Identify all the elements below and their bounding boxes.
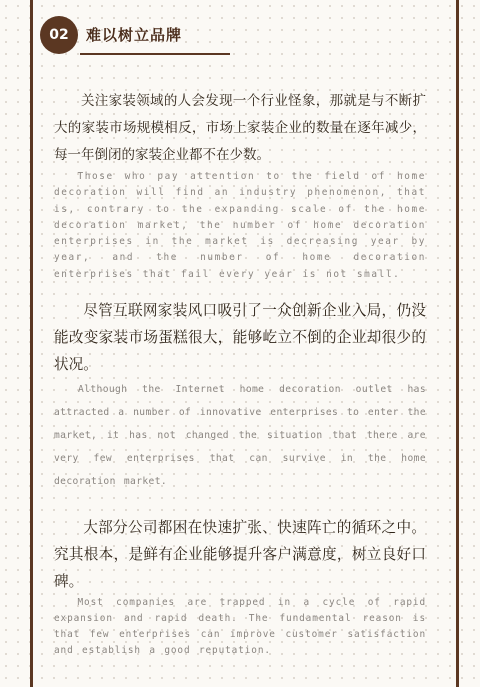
left-border-line: [30, 0, 33, 687]
english-paragraph-2: Although the Internet home decoration outlet has attracted a number of innovative enterprises to enter the market, it has not changed the situation that there are very few enterprises that can survive in the home decoration market.: [54, 384, 426, 487]
chinese-paragraph-3: 大部分公司都困在快速扩张、快速阵亡的循环之中。究其根本，是鲜有企业能够提升客户满意度，树立良好口碑。: [54, 519, 426, 590]
section-number-badge: 02: [40, 16, 78, 54]
paragraph-block-3: [54, 514, 426, 659]
english-paragraph-1: Those who pay attention to the field of home decoration will find an industry phenomenon, that is, contrary to the expanding scale of the home decoration market, the number of home decoration enterprises in the market is decreasing year by year, and the number of home decoration enterprises that fail every year is not small.: [54, 171, 426, 280]
section-title: 难以树立品牌: [86, 26, 183, 44]
right-border-line: [456, 0, 459, 687]
paragraph-block-2: [54, 297, 426, 493]
english-paragraph-3: Most companies are trapped in a cycle of rapid expansion and rapid death. The fundamental reason is that few enterprises can improve customer satisfaction and establish a good reputation.: [54, 597, 426, 656]
title-underline: [80, 53, 230, 55]
chinese-paragraph-2: 尽管互联网家装风口吸引了一众创新企业入局，仍没能改变家装市场蛋糕很大，能够屹立不倒的企业却很少的状况。: [54, 302, 426, 373]
chinese-paragraph-1: 关注家装领域的人会发现一个行业怪象，那就是与不断扩大的家装市场规模相反，市场上家装企业的数量在逐年减少，每一年倒闭的家装企业都不在少数。: [54, 93, 426, 163]
paragraph-block-1: [54, 88, 426, 283]
section-header: [40, 16, 290, 54]
